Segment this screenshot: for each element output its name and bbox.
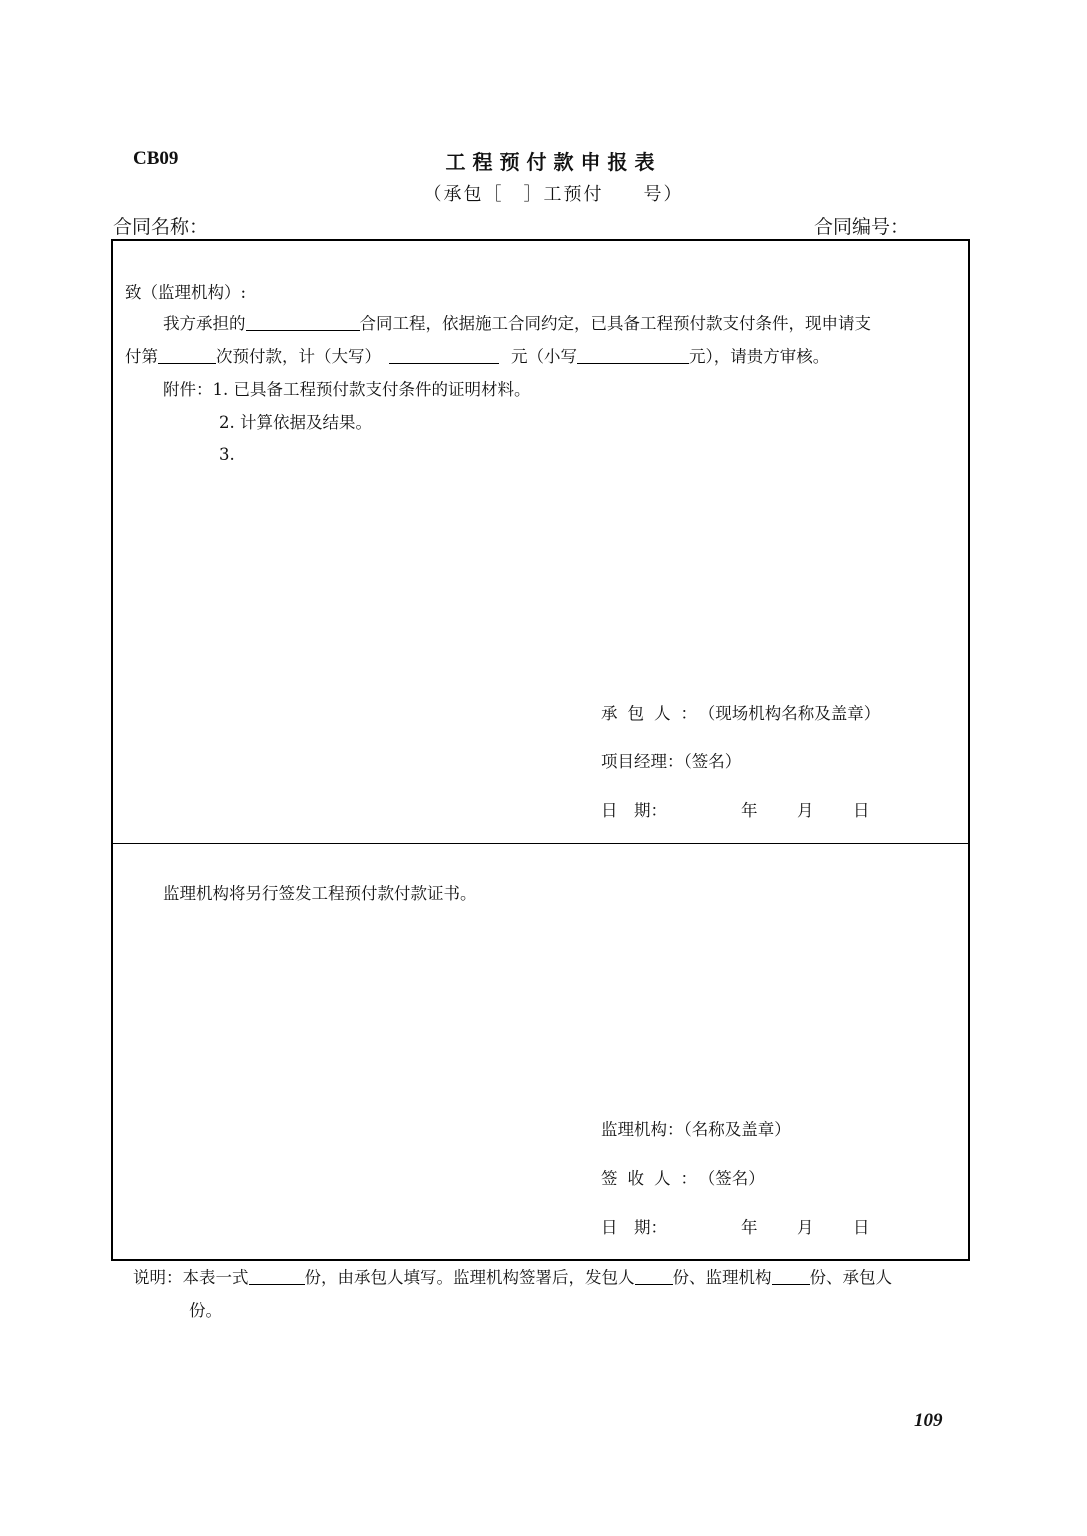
note-text-c: 份、监理机构 — [672, 1268, 772, 1287]
date-label-1: 日 期： — [601, 801, 667, 820]
contractor-label: 承包人： — [601, 704, 707, 723]
form-frame — [111, 239, 970, 1261]
date-month-1: 月 — [797, 801, 814, 820]
copies-employer-blank[interactable] — [635, 1270, 673, 1285]
note-label: 说明： — [133, 1268, 183, 1287]
project-manager-signature — [601, 754, 741, 771]
pm-value: （签名） — [683, 752, 742, 771]
date-year-1: 年 — [741, 801, 758, 820]
attachments-label: 附件： — [163, 380, 213, 399]
date-day-2: 日 — [853, 1218, 870, 1237]
date-year-2: 年 — [741, 1218, 758, 1237]
contractor-signature — [601, 706, 880, 723]
receiver-value: （签名） — [707, 1169, 765, 1188]
attachment-3: 3. — [219, 445, 235, 464]
request-text-2c: 元（小写 — [511, 347, 577, 366]
date-day-1: 日 — [853, 801, 870, 820]
contract-name-label: 合同名称： — [113, 216, 209, 238]
note-text-a: 本表一式 — [182, 1268, 249, 1287]
supervisor-statement: 监理机构将另行签发工程预付款付款证书。 — [163, 884, 477, 903]
request-text-1b: 合同工程，依据施工合同约定，已具备工程预付款支付条件，现申请支 — [359, 314, 871, 333]
copies-total-blank[interactable] — [249, 1270, 305, 1285]
note-line-1 — [133, 1270, 892, 1287]
note-text-b: 份，由承包人填写。监理机构签署后，发包人 — [304, 1268, 635, 1287]
attachments-line-1 — [163, 382, 531, 399]
attachment-2: 2. 计算依据及结果。 — [219, 413, 372, 432]
note-line-2: 份。 — [189, 1301, 222, 1320]
page-number: 109 — [914, 1410, 943, 1431]
copies-supervisor-blank[interactable] — [772, 1270, 810, 1285]
contract-no-label: 合同编号： — [814, 216, 910, 238]
supervisor-value: （名称及盖章） — [683, 1120, 791, 1139]
date-label-2: 日 期： — [601, 1218, 667, 1237]
request-text-2b: 次预付款，计（大写） — [216, 347, 381, 366]
contractor-value: （现场机构名称及盖章） — [707, 704, 881, 723]
addressee: 致（监理机构）: — [125, 283, 247, 302]
request-text-1a: 我方承担的 — [163, 314, 246, 333]
form-subtitle: （承包［ ］工预付 号） — [423, 184, 684, 205]
amount-figures-blank[interactable] — [577, 349, 689, 364]
receiver-label: 签收人： — [601, 1169, 707, 1188]
form-code: CB09 — [133, 148, 179, 169]
request-line-2 — [125, 349, 829, 366]
form-title: 工程预付款申报表 — [445, 150, 662, 174]
request-line-1 — [163, 316, 871, 333]
request-text-2a: 付第 — [125, 347, 158, 366]
date-month-2: 月 — [797, 1218, 814, 1237]
pm-label: 项目经理： — [601, 752, 684, 771]
section-divider — [113, 843, 968, 844]
amount-words-blank[interactable] — [389, 349, 499, 364]
request-text-2d: 元），请贵方审核。 — [689, 347, 830, 366]
attachment-1: 1. 已具备工程预付款支付条件的证明材料。 — [212, 380, 531, 399]
contract-blank[interactable] — [246, 316, 360, 331]
note-text-d: 份、承包人 — [809, 1268, 892, 1287]
supervisor-signature — [601, 1122, 791, 1139]
supervisor-label: 监理机构： — [601, 1120, 684, 1139]
receiver-signature — [601, 1171, 765, 1188]
installment-blank[interactable] — [158, 349, 216, 364]
